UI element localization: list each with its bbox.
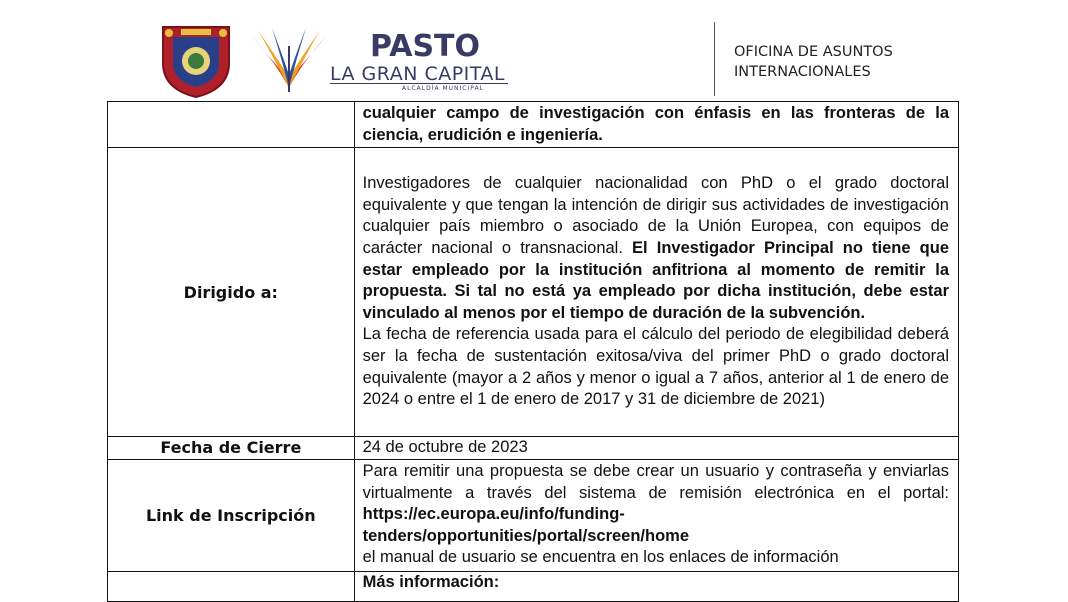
row-value (354, 459, 958, 571)
coat-of-arms-icon (159, 23, 233, 99)
document-header (0, 0, 1068, 100)
row-value (354, 102, 958, 148)
logo-underline (330, 83, 508, 84)
more-info-heading: Más información: (362, 572, 500, 591)
row-label-link: Link de Inscripción (108, 459, 355, 571)
row-label (108, 102, 355, 148)
logo-title: PASTO (370, 29, 481, 64)
logo-subtitle: LA GRAN CAPITAL (330, 63, 506, 85)
call-info-table (107, 101, 959, 602)
eligibility-bold-text: El Investigador Principal no tiene que estar empleado por la institución anfitriona al momento de remitir la propuesta. Si tal no está ya empleado por dicha institución, debe estar vinculado al menos por el tiempo de duración de la subvención. (362, 239, 949, 322)
table-row (108, 459, 959, 571)
eligibility-text: Investigadores de cualquier nacionalidad con PhD o el grado doctoral equivalente y que tengan la intención de dirigir sus actividades de investigación cualquier país miembro o asociado de la Unión Europea, con equipos de carácter nacional o transnacional. (362, 174, 949, 258)
office-line-2: INTERNACIONALES (734, 64, 871, 80)
registration-paragraph (355, 461, 958, 547)
office-name (734, 42, 893, 82)
logo-tagline: ALCALDÍA MUNICIPAL (402, 85, 484, 92)
header-divider (714, 22, 715, 96)
row-value (354, 571, 958, 601)
row-value (354, 437, 958, 460)
eligibility-paragraph (355, 173, 958, 324)
row-label-dirigido: Dirigido a: (108, 148, 355, 437)
row-label (108, 571, 355, 601)
pasto-bird-logo-icon (248, 26, 330, 94)
reference-date-paragraph: La fecha de referencia usada para el cálculo del periodo de elegibilidad deberá ser la fecha de sustentación exitosa/viva del primer PhD o grado doctoral equivalente (mayor a 2 años y menor o igual a 7 años, anterior al 1 de enero de 2024 o entre el 1 de enero de 2017 y 31 de diciembre de 2021) (362, 325, 949, 409)
row-value (354, 148, 958, 437)
registration-link[interactable]: https://ec.europa.eu/info/funding-tenders/opportunities/portal/screen/home (362, 505, 690, 545)
registration-text: Para remitir una propuesta se debe crear un usuario y contraseña y enviarlas virtualmente a través del sistema de remisión electrónica en el portal: (362, 462, 949, 502)
office-line-1: OFICINA DE ASUNTOS (734, 44, 893, 60)
table-row (108, 148, 959, 437)
table-row (108, 437, 959, 460)
table-row (108, 571, 959, 601)
research-field-text: cualquier campo de investigación con énfasis en las fronteras de la ciencia, erudición e ingeniería. (362, 103, 949, 144)
user-manual-text: el manual de usuario se encuentra en los enlaces de información (362, 548, 839, 567)
row-label-fecha: Fecha de Cierre (108, 437, 355, 460)
deadline-text: 24 de octubre de 2023 (362, 438, 528, 456)
table-row (108, 102, 959, 148)
